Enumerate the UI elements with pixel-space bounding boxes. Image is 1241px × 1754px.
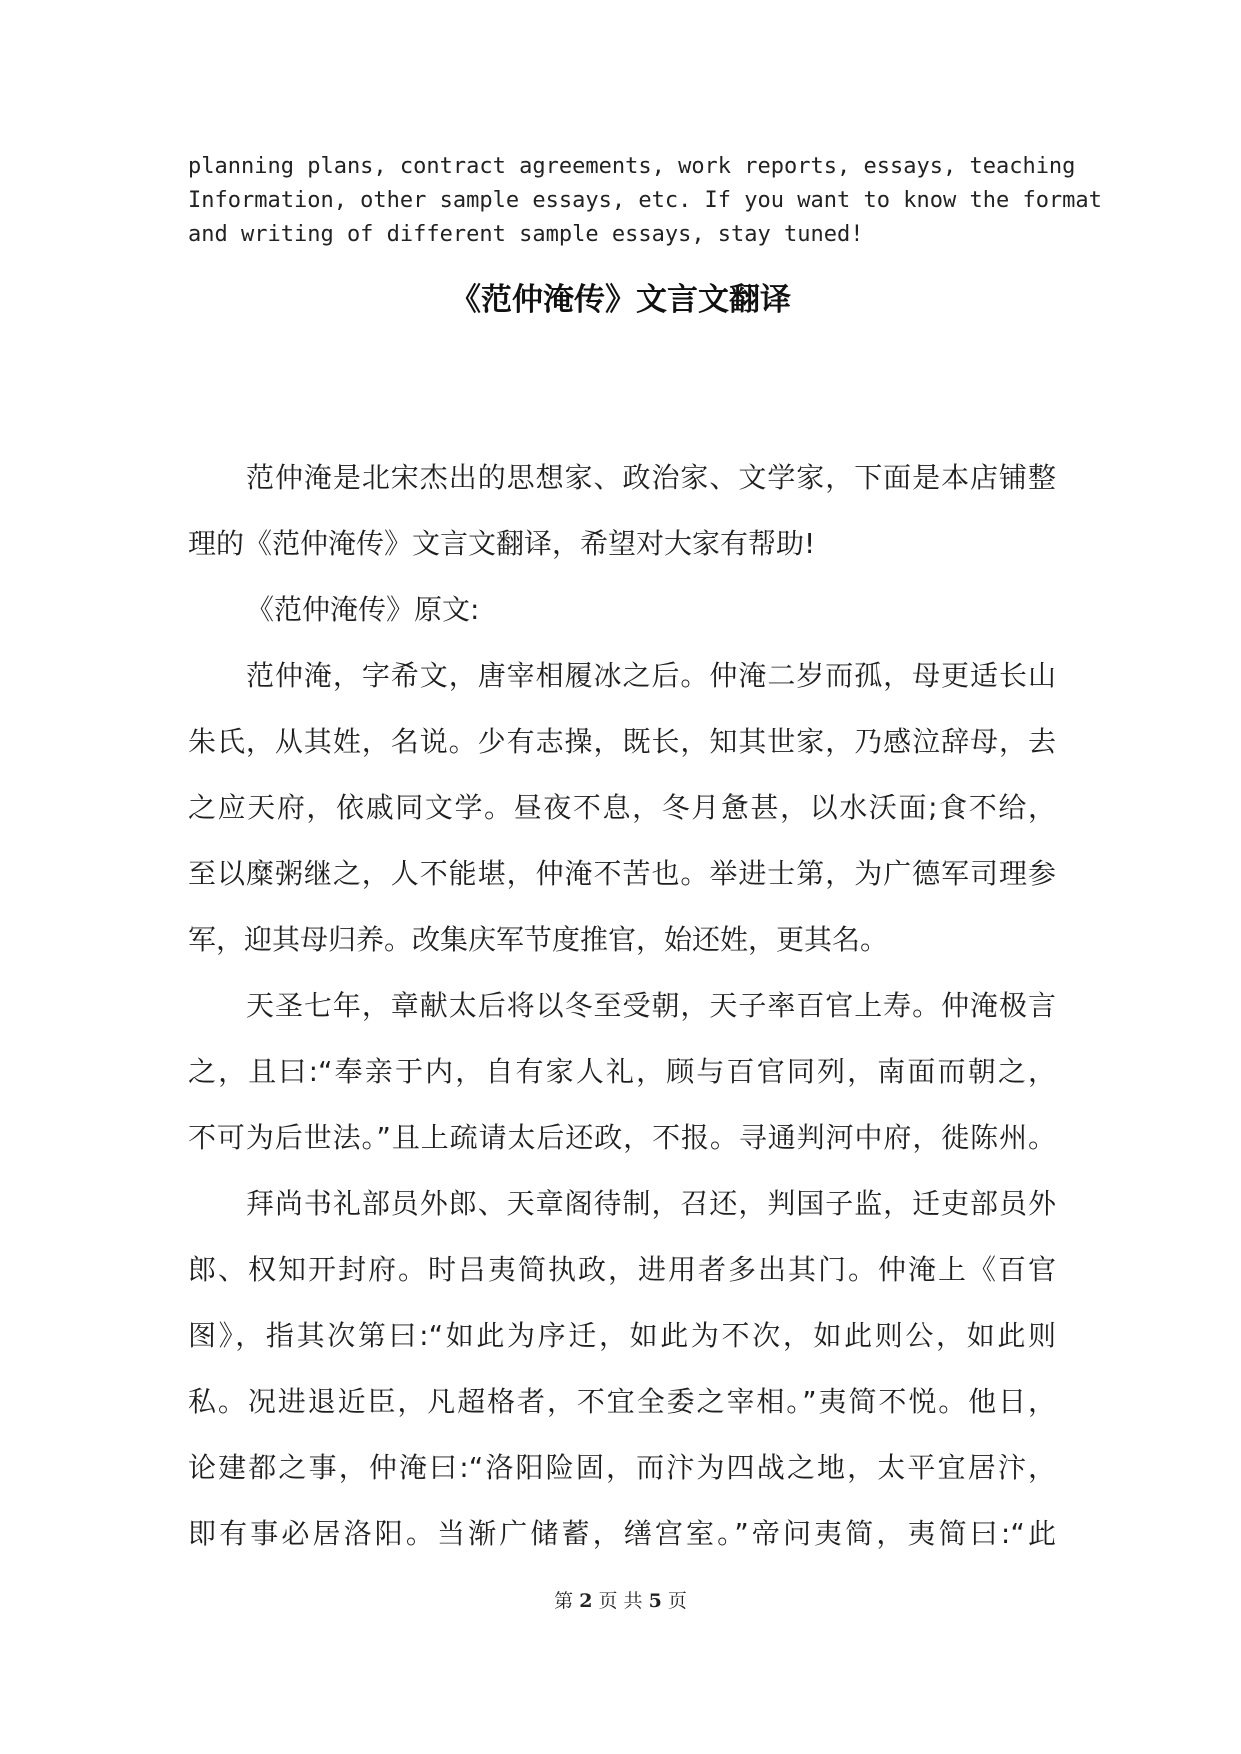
text-line: 郎、权知开封府。时吕夷简执政，进用者多出其门。仲淹上《百官 [188, 1253, 1056, 1286]
page-title: 《范仲淹传》文言文翻译 [450, 282, 791, 318]
intro-text [188, 150, 1102, 252]
text-line: 即有事必居洛阳。当渐广储蓄，缮宫室。”帝问夷简，夷简曰:“此 [188, 1517, 1056, 1550]
text-line: 之应天府，依戚同文学。昼夜不息，冬月惫甚，以水沃面;食不给， [188, 791, 1056, 824]
text-line: 范仲淹，字希文，唐宰相履冰之后。仲淹二岁而孤，母更适长山 [246, 659, 1056, 692]
footer-prefix: 第 [554, 1590, 574, 1612]
total-pages-number: 5 [648, 1590, 662, 1612]
text-line: 理的《范仲淹传》文言文翻译，希望对大家有帮助! [188, 527, 816, 560]
footer-middle: 页 共 [598, 1590, 643, 1612]
footer-suffix: 页 [667, 1590, 687, 1612]
text-line: 范仲淹是北宋杰出的思想家、政治家、文学家，下面是本店铺整 [246, 461, 1056, 494]
page-footer [0, 1586, 1241, 1613]
text-line: 之，且曰:“奉亲于内，自有家人礼，顾与百官同列，南面而朝之， [188, 1055, 1056, 1088]
intro-line: planning plans, contract agreements, work reports, essays, teaching [188, 154, 1076, 179]
text-line: 论建都之事，仲淹曰:“洛阳险固，而汴为四战之地，太平宜居汴， [188, 1451, 1056, 1484]
intro-line: Information, other sample essays, etc. If you want to know the format [188, 188, 1102, 213]
text-line: 军，迎其母归养。改集庆军节度推官，始还姓，更其名。 [188, 923, 889, 956]
current-page-number: 2 [579, 1590, 593, 1612]
text-line: 《范仲淹传》原文: [246, 593, 480, 626]
text-line: 图》，指其次第曰:“如此为序迁，如此为不次，如此则公，如此则 [188, 1319, 1056, 1352]
text-line: 拜尚书礼部员外郎、天章阁待制，召还，判国子监，迁吏部员外 [246, 1187, 1056, 1220]
text-line: 天圣七年，章献太后将以冬至受朝，天子率百官上寿。仲淹极言 [246, 989, 1056, 1022]
intro-line: and writing of different sample essays, stay tuned! [188, 222, 864, 247]
text-line: 朱氏，从其姓，名说。少有志操，既长，知其世家，乃感泣辞母，去 [188, 725, 1056, 758]
text-line: 至以糜粥继之，人不能堪，仲淹不苦也。举进士第，为广德军司理参 [188, 857, 1056, 890]
article-body [188, 445, 1056, 1567]
text-line: 私。况进退近臣，凡超格者，不宜全委之宰相。”夷简不悦。他日， [188, 1385, 1056, 1418]
text-line: 不可为后世法。”且上疏请太后还政，不报。寻通判河中府，徙陈州。 [188, 1121, 1056, 1154]
